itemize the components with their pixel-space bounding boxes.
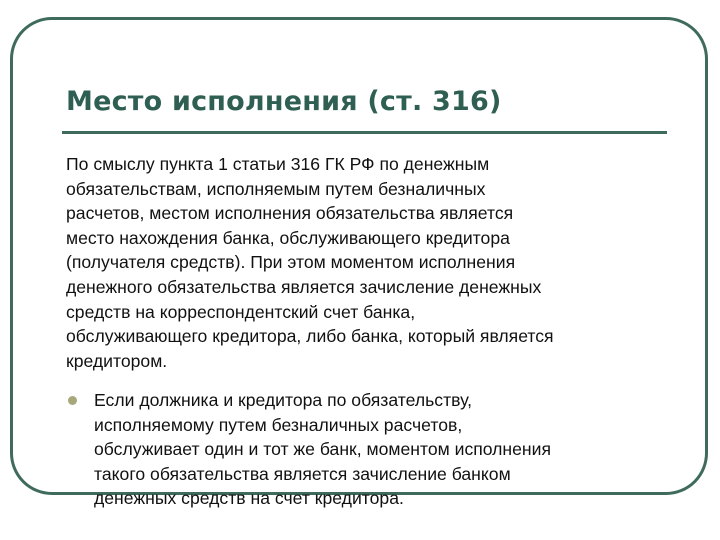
paragraph-line: кредитором. (66, 350, 168, 371)
main-paragraph (66, 152, 666, 373)
paragraph-line: обязательствам, исполняемым путем безналичных (66, 178, 486, 199)
paragraph-line: обслуживающего кредитора, либо банка, который является (66, 326, 554, 347)
paragraph-line: средств на корреспондентский счет банка, (66, 301, 416, 322)
paragraph-line: (получателя средств). При этом моментом исполнения (66, 252, 516, 273)
bullet-line: обслуживает один и тот же банк, моментом исполнения (94, 439, 551, 460)
title-divider (62, 131, 667, 134)
bullet-line: исполняемому путем безналичных расчетов, (94, 414, 463, 435)
bullet-line: такого обязательства является зачисление банком (94, 463, 511, 484)
bullet-line: денежных средств на счет кредитора. (94, 488, 404, 509)
bullet-line: Если должника и кредитора по обязательству, (94, 390, 473, 410)
bullet-icon (68, 396, 77, 405)
bullet-item (66, 388, 666, 511)
paragraph-line: место нахождения банка, обслуживающего кредитора (66, 227, 510, 248)
slide-title: Место исполнения (ст. 316) (66, 86, 502, 117)
bullet-text (94, 388, 666, 511)
paragraph-line: По смыслу пункта 1 статьи 316 ГК РФ по денежным (66, 154, 490, 174)
paragraph-line: денежного обязательства является зачисление денежных (66, 276, 542, 297)
paragraph-line: расчетов, местом исполнения обязательства является (66, 203, 514, 224)
